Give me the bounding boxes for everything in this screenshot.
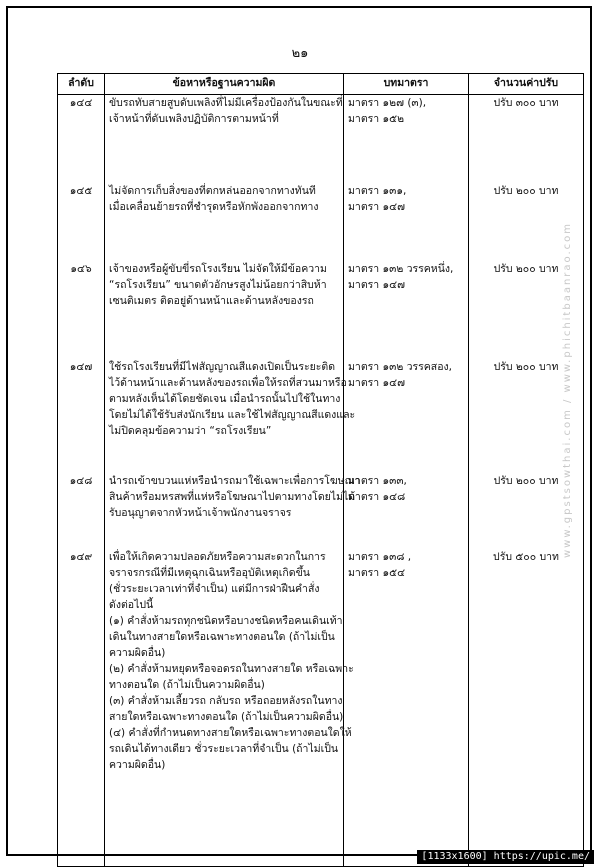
section-line: มาตรา ๑๔๗ bbox=[348, 376, 406, 389]
offence-line: เมื่อเคลื่อนย้ายรถที่ชำรุดหรือหักพังออกจากทาง bbox=[109, 200, 319, 213]
table-header-row bbox=[58, 74, 584, 95]
offence-line: ตามหลังเห็นได้โดยชัดเจน เมื่อนำรถนั้นไปใช้ในทาง bbox=[109, 392, 341, 405]
row-offence bbox=[105, 549, 354, 867]
offence-line: (๑) คำสั่งห้ามรถทุกชนิดหรือบางชนิดหรือคนเดินเท้า bbox=[109, 614, 343, 627]
table-row bbox=[58, 473, 584, 549]
offence-line: รับอนุญาตจากหัวหน้าเจ้าพนักงานจราจร bbox=[109, 506, 292, 519]
row-offence bbox=[105, 95, 344, 183]
row-offence bbox=[105, 183, 344, 261]
row-section bbox=[344, 95, 469, 183]
header-fine: จำนวนค่าปรับ bbox=[469, 74, 584, 95]
section-line: มาตรา ๑๕๒ bbox=[348, 113, 405, 125]
offence-line: โดยไม่ได้ใช้รับส่งนักเรียน และใช้ไฟสัญญาณสีแดงและ bbox=[109, 408, 356, 421]
row-seq: ๑๔๕ bbox=[58, 183, 105, 261]
row-fine: ปรับ ๕๐๐ บาท bbox=[469, 549, 584, 867]
offence-line: รถเดินได้ทางเดียว ชั่วระยะเวลาที่จำเป็น (ถ้าไม่เป็น bbox=[109, 742, 339, 755]
offence-fine-table bbox=[57, 73, 584, 867]
row-fine: ปรับ ๒๐๐ บาท bbox=[469, 359, 584, 473]
offence-line: ดังต่อไปนี้ bbox=[109, 598, 154, 611]
row-section bbox=[344, 473, 469, 549]
section-line: มาตรา ๑๓๒ วรรคหนึ่ง, bbox=[348, 262, 454, 275]
offence-line: นำรถเข้าขบวนแห่หรือนำรถมาใช้เฉพาะเพื่อการโฆษณา bbox=[109, 474, 361, 487]
offence-line: ไม่จัดการเก็บสิ่งของที่ตกหล่นออกจากทางทันที bbox=[109, 184, 316, 197]
header-offence: ข้อหาหรือฐานความผิด bbox=[105, 74, 344, 95]
header-seq: ลำดับ bbox=[58, 74, 105, 95]
section-line: มาตรา ๑๒๗ (๓), bbox=[348, 97, 427, 109]
offence-line: ไม่ปิดคลุมข้อความว่า “รถโรงเรียน” bbox=[109, 424, 272, 437]
offence-line: ขับรถทับสายสูบดับเพลิงที่ไม่มีเครื่องป้องกันในขณะที่ bbox=[109, 97, 343, 109]
header-section: บทมาตรา bbox=[344, 74, 469, 95]
section-line: มาตรา ๑๓๒ วรรคสอง, bbox=[348, 360, 452, 373]
row-seq: ๑๔๗ bbox=[58, 359, 105, 473]
row-fine: ปรับ ๒๐๐ บาท bbox=[469, 183, 584, 261]
table-row bbox=[58, 359, 584, 473]
row-offence bbox=[105, 473, 361, 549]
offence-line: ใช้รถโรงเรียนที่มีไฟสัญญาณสีแดงเปิดเป็นระยะติด bbox=[109, 360, 336, 373]
row-seq: ๑๔๘ bbox=[58, 473, 105, 549]
row-offence bbox=[105, 261, 344, 359]
footer-image-tag: [1133x1600] https://upic.me/ bbox=[417, 850, 594, 864]
offence-line: ความผิดอื่น) bbox=[109, 646, 166, 659]
table-row bbox=[58, 549, 584, 867]
table-row bbox=[58, 261, 584, 359]
row-seq: ๑๔๖ bbox=[58, 261, 105, 359]
offence-line: ไว้ด้านหน้าและด้านหลังของรถเพื่อให้รถที่สวนมาหรือ bbox=[109, 376, 347, 389]
row-section bbox=[344, 549, 469, 867]
offence-line: เซนติเมตร ติดอยู่ด้านหน้าและด้านหลังของรถ bbox=[109, 294, 314, 307]
offence-line: “รถโรงเรียน” ขนาดตัวอักษรสูงไม่น้อยกว่าสิบห้า bbox=[109, 278, 327, 291]
row-seq: ๑๔๙ bbox=[58, 549, 105, 867]
row-section bbox=[344, 261, 469, 359]
section-line: มาตรา ๑๓๑, bbox=[348, 184, 407, 197]
offence-line: ทางตอนใด (ถ้าไม่เป็นความผิดอื่น) bbox=[109, 678, 265, 691]
section-line: มาตรา ๑๓๓, bbox=[348, 474, 407, 487]
row-fine: ปรับ ๓๐๐ บาท bbox=[469, 95, 584, 183]
row-fine: ปรับ ๒๐๐ บาท bbox=[469, 473, 584, 549]
offence-line: (๓) คำสั่งห้ามเลี้ยวรถ กลับรถ หรือถอยหลังรถในทาง bbox=[109, 694, 343, 707]
section-line: มาตรา ๑๕๔ bbox=[348, 566, 406, 579]
offence-line: สินค้าหรือมหรสพที่แห่หรือโฆษณาไปตามทางโดยไม่ได้ bbox=[109, 490, 356, 503]
offence-line: (๒) คำสั่งห้ามหยุดหรือจอดรถในทางสายใด หรือเฉพาะ bbox=[109, 662, 354, 675]
offence-line: เดินในทางสายใดหรือเฉพาะทางตอนใด (ถ้าไม่เป็น bbox=[109, 630, 335, 643]
offence-line: (ชั่วระยะเวลาเท่าที่จำเป็น) แต่มีการฝ่าฝืนคำสั่ง bbox=[109, 582, 320, 595]
section-line: มาตรา ๑๔๗ bbox=[348, 200, 406, 213]
offence-line: ความผิดอื่น) bbox=[109, 758, 166, 771]
offence-line: จราจรกรณีที่มีเหตุฉุกเฉินหรืออุบัติเหตุเกิดขึ้น bbox=[109, 566, 310, 579]
row-section bbox=[344, 183, 469, 261]
row-seq: ๑๔๔ bbox=[58, 95, 105, 183]
section-line: มาตรา ๑๓๘ , bbox=[348, 550, 412, 563]
side-watermark: www.gpstsowthai.com / www.phichitbaanrao.com bbox=[562, 222, 573, 559]
row-offence bbox=[105, 359, 356, 473]
offence-line: เจ้าของหรือผู้ขับขี่รถโรงเรียน ไม่จัดให้มีข้อความ bbox=[109, 262, 327, 275]
offence-line: เจ้าหน้าที่ดับเพลิงปฏิบัติการตามหน้าที่ bbox=[109, 113, 279, 125]
table-row bbox=[58, 95, 584, 183]
section-line: มาตรา ๑๔๗ bbox=[348, 278, 406, 291]
section-line: มาตรา ๑๔๘ bbox=[348, 490, 406, 503]
row-section bbox=[344, 359, 469, 473]
offence-line: (๔) คำสั่งที่กำหนดทางสายใดหรือเฉพาะทางตอนใดให้ bbox=[109, 726, 352, 739]
offence-line: สายใดหรือเฉพาะทางตอนใด (ถ้าไม่เป็นความผิดอื่น) bbox=[109, 710, 344, 723]
table-row bbox=[58, 183, 584, 261]
row-fine: ปรับ ๒๐๐ บาท bbox=[469, 261, 584, 359]
page-number: ๒๑ bbox=[291, 46, 309, 61]
offence-line: เพื่อให้เกิดความปลอดภัยหรือความสะดวกในการ bbox=[109, 550, 326, 563]
